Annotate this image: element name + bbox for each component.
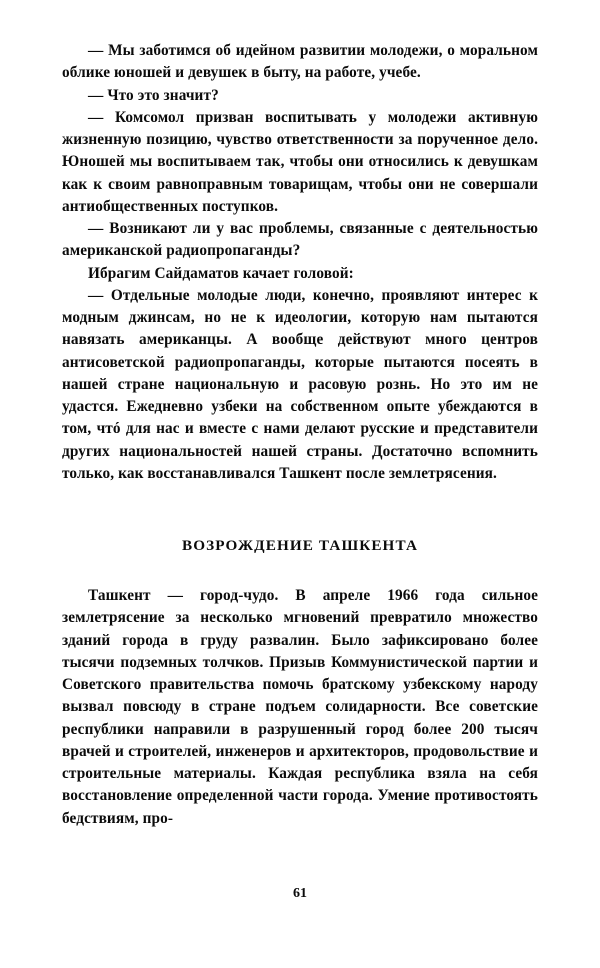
page-number: 61 bbox=[293, 886, 307, 901]
paragraph: — Комсомол призван воспитывать у молодежи активную жизненную позицию, чувство ответственности за порученное дело. Юношей мы воспитываем так, чтобы они относились к девушкам как к своим равноправным товарищам, чтобы они не совершали антиобщественных поступков. bbox=[62, 108, 538, 215]
body-text-before-heading bbox=[62, 40, 538, 485]
paragraph: — Что это значит? bbox=[88, 86, 219, 104]
paragraph: — Мы заботимся об идейном развитии молодежи, о моральном облике юношей и девушек в быту, на работе, учебе. bbox=[62, 42, 538, 82]
paragraph: Ибрагим Сайдаматов качает головой: bbox=[88, 264, 354, 282]
paragraph: — Возникают ли у вас проблемы, связанные с деятельностью американской радиопропаганды? bbox=[62, 220, 538, 260]
paragraph: — Отдельные молодые люди, конечно, проявляют интерес к модным джинсам, но не к идеологии, которую нам пытаются навязать американцы. А вообще действуют много центров антисоветской радиопропаганды, которые пытаются посеять в нашей стране национальную и расовую рознь. Но это им не удастся. Ежедневно узбеки на собственном опыте убеждаются в том, чтó для нас и вместе с нами делают русские и представители других национальностей нашей страны. Достаточно вспомнить только, как восстанавливался Ташкент после землетрясения. bbox=[62, 286, 538, 482]
body-text-after-heading bbox=[62, 585, 538, 830]
section-heading: ВОЗРОЖДЕНИЕ ТАШКЕНТА bbox=[181, 537, 419, 554]
paragraph: Ташкент — город-чудо. В апреле 1966 года сильное землетрясение за несколько мгновений превратило множество зданий города в груду развалин. Было зафиксировано более тысячи подземных толчков. Призыв Коммунистической партии и Советского правительства помочь братскому узбекскому народу вызвал повсюду в стране подъем солидарности. Все советские республики направили в разрушенный город более 200 тысяч врачей и строителей, инженеров и архитекторов, продовольствие и строительные материалы. Каждая республика взяла на себя восстановление определенной части города. Умение противостоять бедствиям, про- bbox=[62, 587, 538, 827]
